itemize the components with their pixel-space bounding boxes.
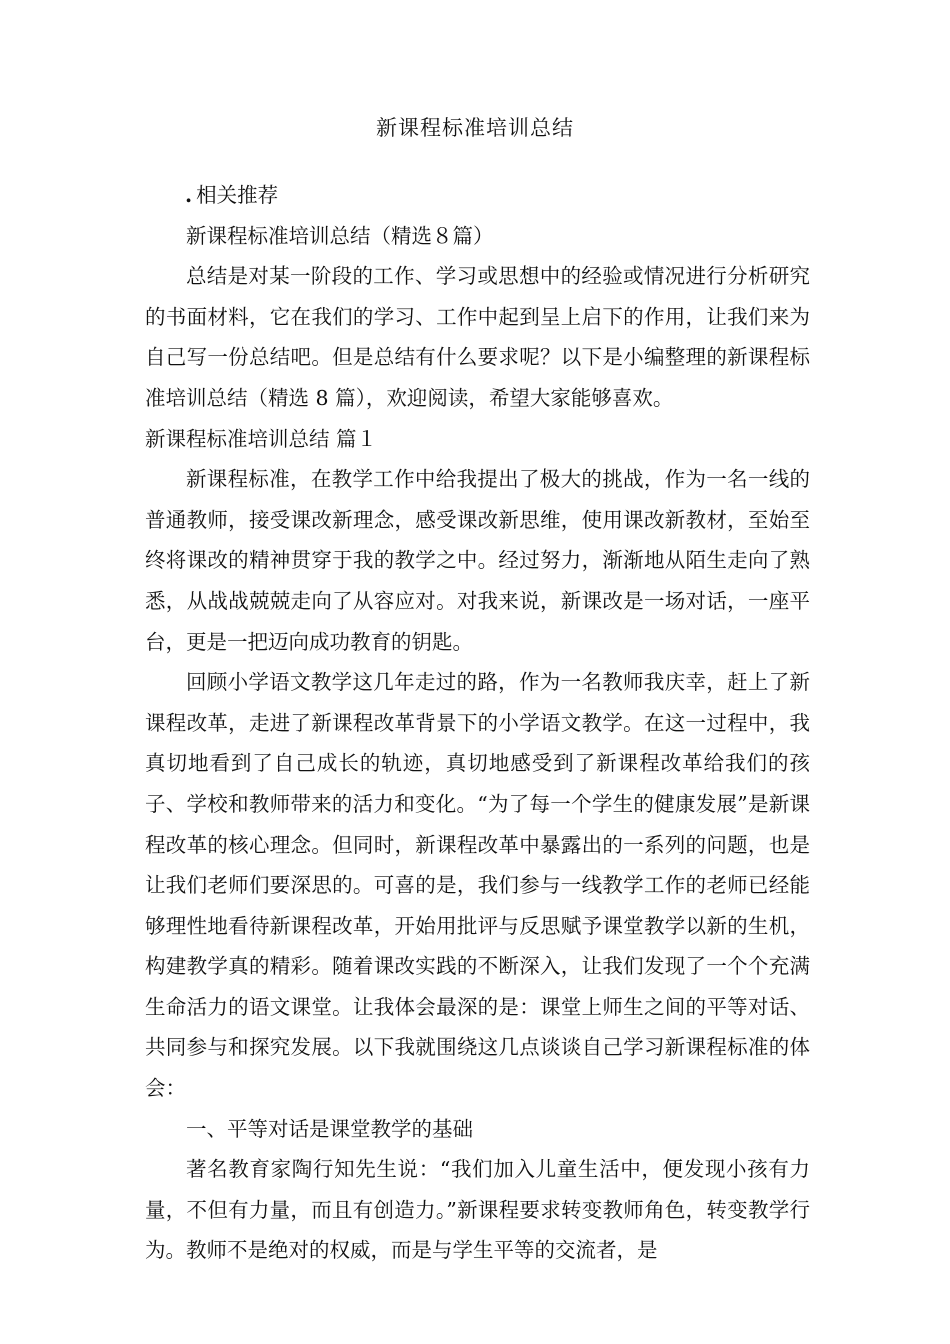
document-subtitle: 新课程标准培训总结（精选８篇）: [186, 223, 494, 248]
subsection-heading: 一、平等对话是课堂教学的基础: [186, 1116, 473, 1141]
body-paragraph-2: 回顾小学语文教学这几年走过的路，作为一名教师我庆幸，赶上了新课程改革，走进了新课程改革背景下的小学语文教学。在这一过程中，我真切地看到了自己成长的轨迹，真切地感受到了新课程改革给我们的孩子、学校和教师带来的活力和变化。“为了每一个学生的健康发展”是新课程改革的核心理念。但同时，新课程改革中暴露出的一系列的问题，也是让我们老师们要深思的。可喜的是，我们参与一线教学工作的老师已经能够理性地看待新课程改革，开始用批评与反思赋予课堂教学以新的生机，构建教学真的精彩。随着课改实践的不断深入，让我们发现了一个个充满生命活力的语文课堂。让我体会最深的是：课堂上师生之间的平等对话、共同参与和探究发展。以下我就围绕这几点谈谈自己学习新课程标准的体会：: [145, 670, 810, 1101]
section-heading: 新课程标准培训总结 篇１: [145, 426, 378, 451]
intro-paragraph: 总结是对某一阶段的工作、学习或思想中的经验或情况进行分析研究的书面材料，它在我们的学习、工作中起到呈上启下的作用，让我们来为自己写一份总结吧。但是总结有什么要求呢？以下是小编整理的新课程标准培训总结（精选 8 篇），欢迎阅读，希望大家能够喜欢。: [145, 264, 810, 410]
related-label: 相关推荐: [196, 183, 279, 207]
body-paragraph-1: 新课程标准，在教学工作中给我提出了极大的挑战，作为一名一线的普通教师，接受课改新理念，感受课改新思维，使用课改新教材，至始至终将课改的精神贯穿于我的教学之中。经过努力，渐渐地从陌生走向了熟悉，从战战兢兢走向了从容应对。对我来说，新课改是一场对话，一座平台，更是一把迈向成功教育的钥匙。: [145, 467, 810, 654]
related-recommendation: [145, 175, 810, 216]
document-body: [145, 175, 810, 1271]
bullet-mark: .: [185, 183, 193, 207]
body-paragraph-3: 著名教育家陶行知先生说：“我们加入儿童生活中，便发现小孩有力量，不但有力量，而且有创造力。”新课程要求转变教师角色，转变教学行为。教师不是绝对的权威，而是与学生平等的交流者，是: [145, 1157, 810, 1263]
document-title: 新课程标准培训总结: [376, 116, 574, 140]
